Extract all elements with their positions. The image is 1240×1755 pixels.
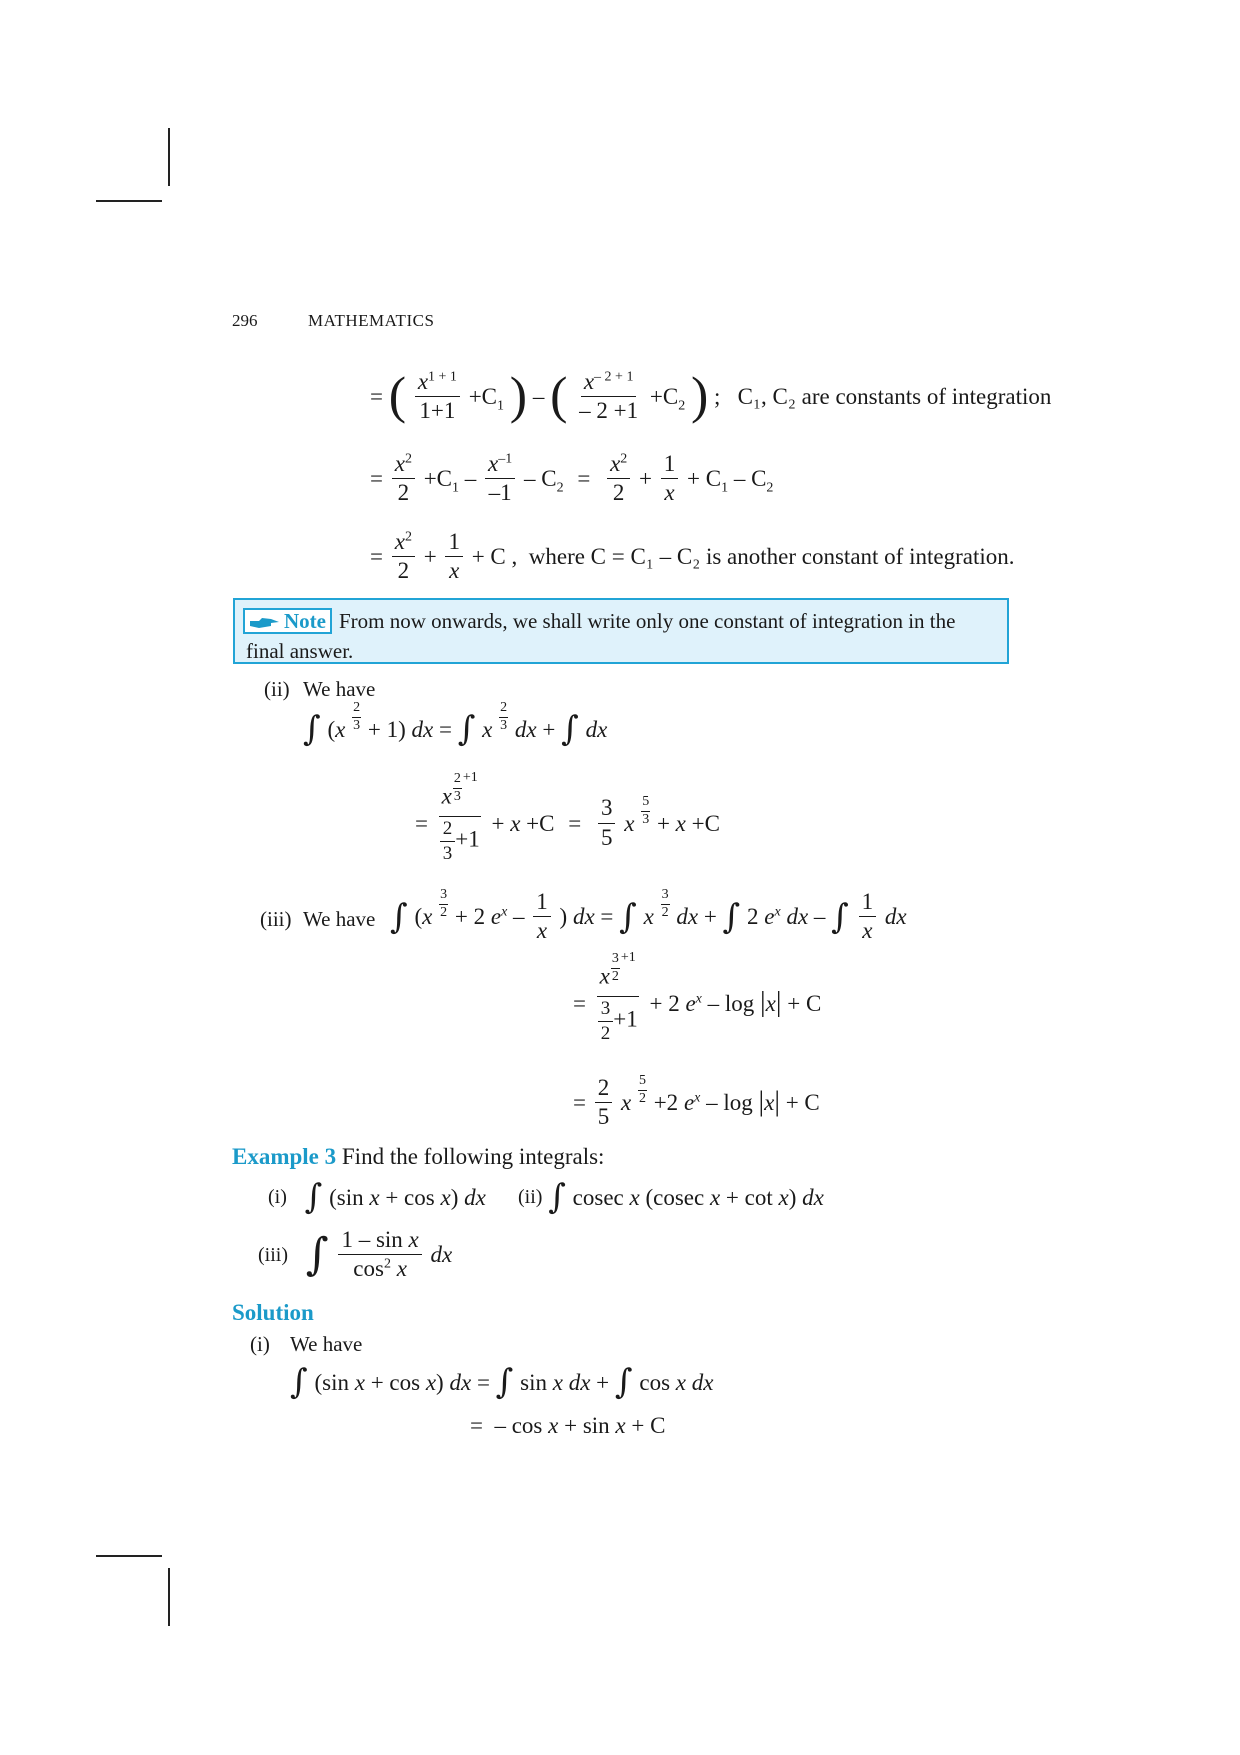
part-iii-label: (iii) <box>260 907 292 931</box>
part-ii-lead: We have <box>303 677 376 701</box>
crop-mark-top-vertical <box>168 128 170 186</box>
solution-heading: Solution <box>232 1300 314 1325</box>
note-line-2: final answer. <box>246 639 354 663</box>
constants-note: C₁, C₂ are constants of integration <box>737 384 1052 410</box>
example-item-ii: (ii) ∫ cosec x (cosec x + cot x) dx <box>518 1177 824 1217</box>
equation-step-1: = ( $\frac{x^{1 + 1}}{1+1}$ $+C_1$ ) – ( $\frac{x^{- 2 + 1}}{- 2 +1}$ $+C_2$ ) ; C₁, C₂ are constants of integration <box>370 367 1052 425</box>
note-box <box>233 598 1009 664</box>
crop-mark-bottom-horizontal <box>96 1555 162 1557</box>
example-item-i: (i) ∫ (sin x + cos x) dx <box>268 1177 486 1217</box>
solution-equation-1: ∫ (sin x + cos x) dx = ∫ sin x dx + ∫ cos x dx <box>290 1362 714 1402</box>
pointing-hand-icon <box>249 617 281 629</box>
solution-equation-2: = – cos x + sin x + C <box>470 1413 666 1439</box>
part-iii-lead: We have <box>303 907 376 931</box>
note-tag <box>243 608 332 634</box>
example-item-i-label: (i) <box>268 1186 287 1208</box>
note-line-1: From now onwards, we shall write only one constant of integration in the <box>339 609 956 633</box>
equation-step-2: = $\frac{x^2}{2}$ $+C_1$ – $\frac{x^{-1}}{-1}$ – $C_2$ = $\frac{x^2}{2}$ + $\frac{1}{x}$ + $C_1 - C_2$ <box>370 451 774 506</box>
solution-lead: We have <box>290 1332 363 1356</box>
equation-iii-2: = x $\frac{3}{2}$ $^{+1}$ $\frac{3}{2}$ +1 + 2 $e^x - \log |x| + C$ <box>573 950 822 1045</box>
equation-iii-1: ∫ (x $\frac{3}{2}$ + 2 $e^x$ – $\frac{1}{x}$ ) dx = ∫ x $\frac{3}{2}$ dx + ∫ 2 $e^x$ dx – ∫ $\frac{1}{x}$ dx <box>390 887 907 944</box>
equation-ii-2: = x $\frac{2}{3}$ $^{+1}$ $\frac{2}{3}$ +1 + x +C = $\frac{3}{5}$ x $\frac{5}{3}$ + x +C <box>415 770 720 865</box>
solution-label: (i) <box>250 1332 270 1356</box>
equation-iii-3: = $\frac{2}{5}$ x $\frac{5}{2}$ +2 $e^x - \log |x| + C$ <box>573 1073 820 1130</box>
combined-constant-note: where C = C₁ – C₂ is another constant of integration. <box>528 544 1015 570</box>
crop-mark-bottom-vertical <box>168 1568 170 1626</box>
page-number: 296 <box>232 311 258 330</box>
example-item-iii: (iii) ∫ $\frac{\text{1 – sin x}}{\cos^2 x}$ dx <box>258 1227 453 1282</box>
crop-mark-top-horizontal <box>96 200 162 202</box>
note-label: Note <box>284 609 326 633</box>
part-ii-label: (ii) <box>264 677 290 701</box>
example-item-iii-label: (iii) <box>258 1243 288 1266</box>
example-label: Example 3 <box>232 1144 337 1169</box>
example-prompt: Find the following integrals: <box>341 1144 605 1169</box>
example-heading <box>232 1145 604 1168</box>
equation-ii-1: ∫ (x $\frac{2}{3}$ + 1) dx = ∫ x $\frac{2}{3}$ dx + ∫ dx <box>303 699 608 749</box>
running-title: MATHEMATICS <box>308 311 435 330</box>
example-item-ii-label: (ii) <box>518 1186 543 1208</box>
equation-step-3: = $\frac{x^2}{2}$ + $\frac{1}{x}$ + C , where C = C₁ – C₂ is another constant of integration. <box>370 529 1015 584</box>
